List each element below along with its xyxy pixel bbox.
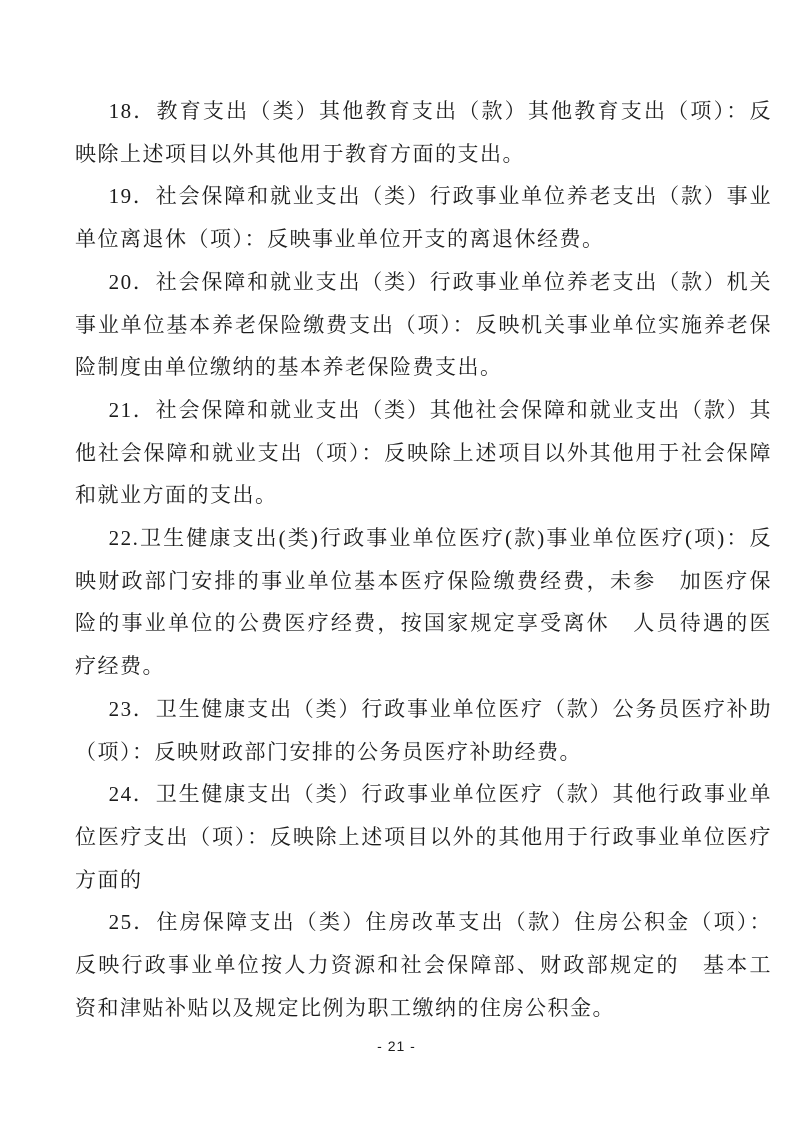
paragraph-item-25: 25．住房保障支出（类）住房改革支出（款）住房公积金（项）：反映行政事业单位按人力资源和社会保障部、财政部规定的 基本工资和津贴补贴以及规定比例为职工缴纳的住房公积金。 — [75, 910, 772, 1020]
paragraph-item-24: 24．卫生健康支出（类）行政事业单位医疗（款）其他行政事业单位医疗支出（项）：反映除上述项目以外的其他用于行政事业单位医疗方面的 — [75, 782, 772, 892]
paragraph-item-21: 21．社会保障和就业支出（类）其他社会保障和就业支出（款）其他社会保障和就业支出（项）：反映除上述项目以外其他用于社会保障和就业方面的支出。 — [75, 397, 772, 508]
page-number: - 21 - — [377, 1038, 416, 1054]
paragraph-item-22: 22.卫生健康支出(类)行政事业单位医疗(款)事业单位医疗(项)：反映财政部门安排的事业单位基本医疗保险缴费经费，未参 加医疗保险的事业单位的公费医疗经费，按国家规定享受离休 人员待遇的医疗经费。 — [75, 526, 772, 679]
paragraph-item-18: 18．教育支出（类）其他教育支出（款）其他教育支出（项）：反映除上述项目以外其他用于教育方面的支出。 — [75, 99, 772, 166]
document-body — [75, 90, 772, 1029]
paragraph-item-20: 20．社会保障和就业支出（类）行政事业单位养老支出（款）机关事业单位基本养老保险缴费支出（项）：反映机关事业单位实施养老保险制度由单位缴纳的基本养老保险费支出。 — [75, 269, 772, 380]
paragraph-item-19: 19．社会保障和就业支出（类）行政事业单位养老支出（款）事业单位离退休（项）：反映事业单位开支的离退休经费。 — [75, 184, 772, 252]
paragraph-item-23: 23．卫生健康支出（类）行政事业单位医疗（款）公务员医疗补助（项）：反映财政部门安排的公务员医疗补助经费。 — [75, 696, 772, 764]
